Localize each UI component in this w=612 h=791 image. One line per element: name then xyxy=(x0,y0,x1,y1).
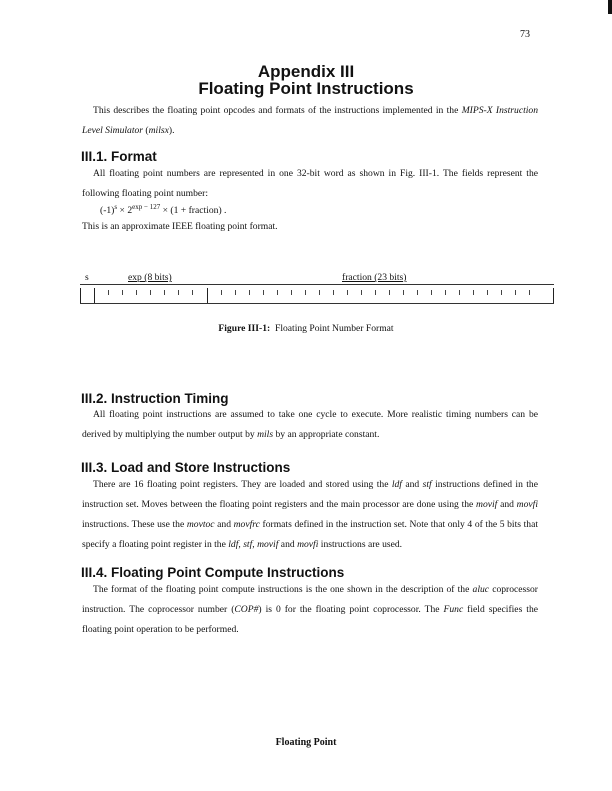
bit-format-figure xyxy=(80,270,554,310)
intro-paragraph: This describes the floating point opcodes and formats of the instructions implemented in the MIPS-X Instruction Level Simulator (milsx). xyxy=(82,105,538,136)
load-store-paragraph: There are 16 floating point registers. They are loaded and stored using the ldf and stf instructions defined in the instruction set. Moves between the floating point registers and the main processor are done using the movif and movfi instructions. These use the movtoc and movfrc formats defined in the instruction set. Note that only 4 of the 5 bits that specify a floating point register in the ldf, stf, movif and movfi instructions are used. xyxy=(82,479,538,550)
label-sign: s xyxy=(85,272,89,283)
compute-paragraph: The format of the floating point compute instructions is the one shown in the description of the aluc coprocessor instruction. The coprocessor number (COP#) is 0 for the floating point coprocessor. The Func field specifies the floating point operation to be performed. xyxy=(82,584,539,635)
timing-paragraph: All floating point instructions are assumed to take one cycle to execute. More realistic timing numbers can be derived by multiplying the number output by mils by an appropriate constant. xyxy=(82,409,538,440)
formula: $(-1)^s \times 2^{exp - 127} \times (1$ + fraction) . xyxy=(100,203,227,216)
section-heading-compute: III.4. Floating Point Compute Instructions xyxy=(81,565,345,580)
section-heading-format: III.1. Format xyxy=(81,149,157,164)
section-heading-load-store: III.3. Load and Store Instructions xyxy=(81,460,291,475)
page-number: 73 xyxy=(520,29,530,40)
figure-caption: Figure III-1: Floating Point Number Format xyxy=(218,323,394,334)
section-heading-timing: III.2. Instruction Timing xyxy=(81,391,229,406)
scan-corner-mark xyxy=(608,0,612,14)
label-fraction: fraction (23 bits) xyxy=(342,272,407,283)
appendix-title: Appendix III xyxy=(257,62,355,81)
appendix-subtitle: Floating Point Instructions xyxy=(198,79,414,98)
format-note: This is an approximate IEEE floating point format. xyxy=(82,221,278,232)
format-paragraph: All floating point numbers are represented in one 32-bit word as shown in Fig. III-1. The fields represent the following floating point number: xyxy=(82,168,538,199)
page-footer: Floating Point xyxy=(275,737,337,748)
label-exponent: exp (8 bits) xyxy=(128,272,172,283)
figure-top-line xyxy=(80,284,554,285)
figure-bottom-line xyxy=(80,303,554,304)
